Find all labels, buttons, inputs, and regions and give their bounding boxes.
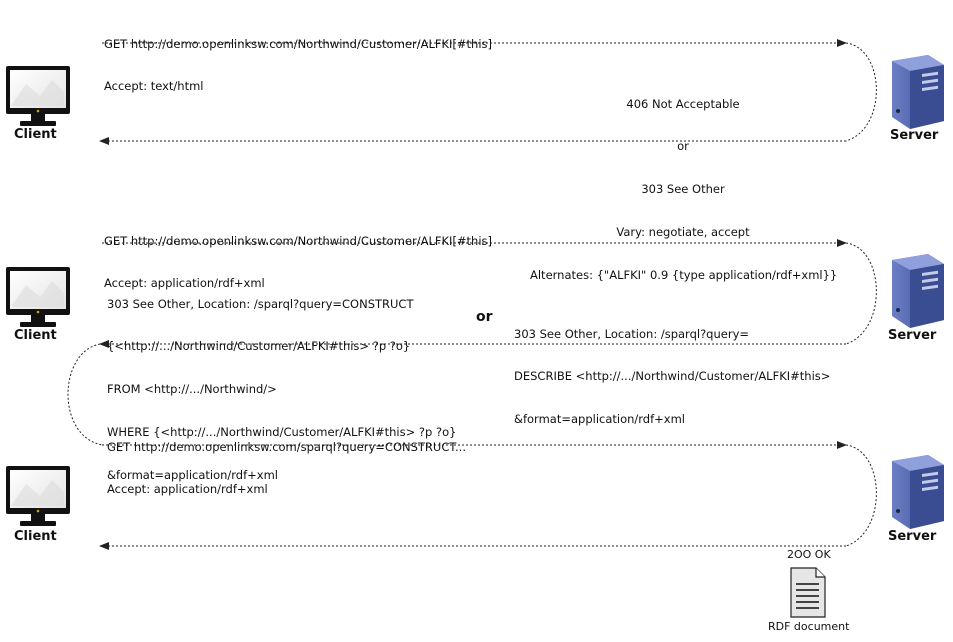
request-line: GET http://demo.openlinksw.com/Northwind/Customer/ALFKI[#this] <box>104 36 493 51</box>
construct-line: 303 See Other, Location: /sparql?query=CONSTRUCT <box>107 296 414 311</box>
accept-header: Accept: text/html <box>104 79 204 94</box>
accept-header: Accept: application/rdf+xml <box>107 482 268 497</box>
alternates-header: Alternates: {"ALFKI" 0.9 {type application/rdf+xml}} <box>530 268 838 283</box>
server-loop-2 <box>846 243 876 344</box>
construct-line: &format=application/rdf+xml <box>107 468 278 483</box>
vary-header: Vary: negotiate, accept <box>616 225 750 240</box>
request-text-1 <box>104 8 492 108</box>
client-monitor-icon <box>6 466 70 526</box>
client-label: Client <box>14 529 57 544</box>
construct-line: WHERE {<http://.../Northwind/Customer/ALFKI#this> ?p ?o} <box>107 425 457 440</box>
status-line: 303 See Other <box>641 182 725 197</box>
accept-header: Accept: application/rdf+xml <box>104 276 265 291</box>
server-label: Server <box>888 529 937 544</box>
ok-status: 2OO OK <box>787 548 831 561</box>
client-monitor-icon <box>6 267 70 327</box>
client-label: Client <box>14 328 57 343</box>
or-separator: or <box>476 309 493 325</box>
rdf-document-label: RDF document <box>768 620 850 633</box>
server-tower-icon <box>892 455 944 529</box>
client-loop <box>68 344 102 445</box>
request-line: GET http://demo.openlinksw.com/Northwind/Customer/ALFKI[#this] <box>104 233 493 248</box>
response-describe-text <box>514 298 830 441</box>
server-loop-3 <box>846 445 876 546</box>
client-monitor-icon <box>6 66 70 126</box>
server-tower-icon <box>892 55 944 129</box>
construct-line: {<http://.../Northwind/Customer/ALFKI#this> ?p ?o} <box>107 339 411 354</box>
document-icon <box>791 568 825 617</box>
describe-line: 303 See Other, Location: /sparql?query= <box>514 326 750 341</box>
server-tower-icon <box>892 254 944 328</box>
server-loop-1 <box>846 43 876 141</box>
response-text-1 <box>530 68 836 297</box>
request-text-3 <box>107 411 466 511</box>
request-line: GET http://demo.openlinksw.com/sparql?query=CONSTRUCT... <box>107 439 466 454</box>
status-line: 406 Not Acceptable <box>626 96 740 111</box>
server-label: Server <box>888 328 937 343</box>
or-line: or <box>677 139 689 154</box>
describe-line: &format=application/rdf+xml <box>514 412 685 427</box>
client-label: Client <box>14 127 57 142</box>
construct-line: FROM <http://.../Northwind/> <box>107 382 277 397</box>
describe-line: DESCRIBE <http://.../Northwind/Customer/ALFKI#this> <box>514 369 831 384</box>
server-label: Server <box>890 128 939 143</box>
